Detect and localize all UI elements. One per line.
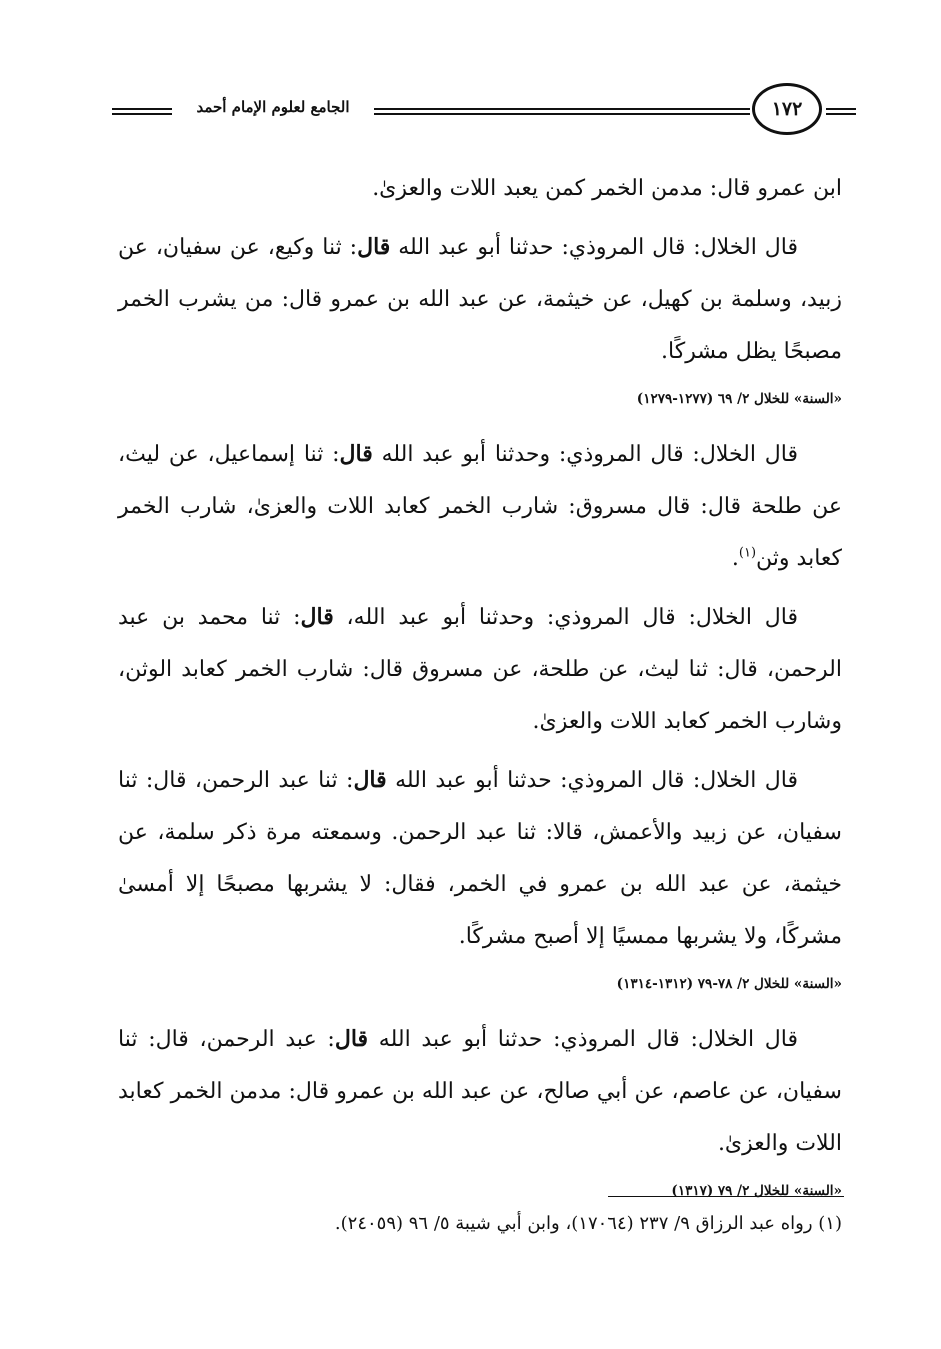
- paragraph-narration-5: [118, 1013, 842, 1170]
- paragraph-text: قال الخلال: قال المروذي: حدثنا أبو عبد الله: [390, 235, 798, 260]
- footnote: (١) رواه عبد الرزاق ٩/ ٢٣٧ (١٧٠٦٤)، وابن أبي شيبة ٥/ ٩٦ (٢٤٠٥٩).: [334, 1213, 842, 1234]
- book-title: الجامع لعلوم الإمام أحمد: [196, 98, 350, 116]
- page-number: ١٧٢: [752, 83, 822, 135]
- paragraph-text: : عبد الرحمن، قال: ثنا سفيان، عن عاصم، عن أبي صالح، عن عبد الله بن عمرو قال: مدمن الخمر كعابد اللات والعزىٰ.: [118, 1027, 842, 1156]
- paragraph-narration-2: [118, 428, 842, 585]
- bold-keyword: قال: [334, 1026, 369, 1052]
- paragraph-text: : ثنا وكيع، عن سفيان، عن زبيد، وسلمة بن كهيل، عن خيثمة، عن عبد الله بن عمرو قال: من يشرب الخمر مصبحًا يظل مشركًا.: [118, 235, 842, 364]
- paragraph-narration-3: [118, 591, 842, 748]
- paragraph-text: : ثنا عبد الرحمن، قال: ثنا سفيان، عن زبيد والأعمش، قالا: ثنا عبد الرحمن. وسمعته مرة ذكر سلمة، عن خيثمة، عن عبد الله بن عمرو في الخمر، فقال: لا يشربها مصبحًا إلا أمسىٰ مشركًا، ولا يشربها ممسيًا إلا أصبح مشركًا.: [118, 768, 842, 949]
- header-rule-middle: [374, 108, 750, 115]
- source-citation: «السنة» للخلال ٢/ ٧٩ (١٣١٧): [671, 1183, 842, 1199]
- bold-keyword: قال: [357, 234, 391, 260]
- paragraph-narration-1: [118, 221, 842, 378]
- paragraph-text: قال الخلال: قال المروذي: وحدثنا أبو عبد الله،: [333, 605, 798, 630]
- bold-keyword: قال: [353, 767, 387, 793]
- main-text: [118, 163, 842, 1220]
- footnote-marker: (١): [738, 545, 757, 561]
- header-rule-right: [826, 108, 856, 115]
- paragraph-text: قال الخلال: قال المروذي: وحدثنا أبو عبد الله: [372, 442, 798, 467]
- paragraph-continuation: ابن عمرو قال: مدمن الخمر كمن يعبد اللات والعزىٰ.: [372, 176, 842, 201]
- bold-keyword: قال: [339, 441, 373, 467]
- source-citation: «السنة» للخلال ٢/ ٦٩ (١٢٧٧-١٢٧٩): [636, 391, 842, 407]
- paragraph-text: : ثنا إسماعيل، عن ليث، عن طلحة قال: قال مسروق: شارب الخمر كعابد اللات والعزىٰ، شارب الخمر كعابد وثن: [118, 442, 842, 571]
- bold-keyword: قال: [300, 604, 334, 630]
- footnote-separator: [608, 1196, 844, 1197]
- header-rule-left: [112, 108, 172, 115]
- page-header: [112, 82, 852, 142]
- paragraph-text: قال الخلال: قال المروذي: حدثنا أبو عبد الله: [368, 1027, 798, 1052]
- paragraph-text: : ثنا محمد بن عبد الرحمن، قال: ثنا ليث، عن طلحة، عن مسروق قال: شارب الخمر كعابد الوثن، وشارب الخمر كعابد اللات والعزىٰ.: [118, 605, 842, 734]
- source-citation: «السنة» للخلال ٢/ ٧٨-٧٩ (١٣١٢-١٣١٤): [616, 976, 842, 992]
- paragraph-narration-4: [118, 754, 842, 963]
- paragraph-text: .: [731, 546, 739, 571]
- paragraph-text: قال الخلال: قال المروذي: حدثنا أبو عبد الله: [386, 768, 799, 793]
